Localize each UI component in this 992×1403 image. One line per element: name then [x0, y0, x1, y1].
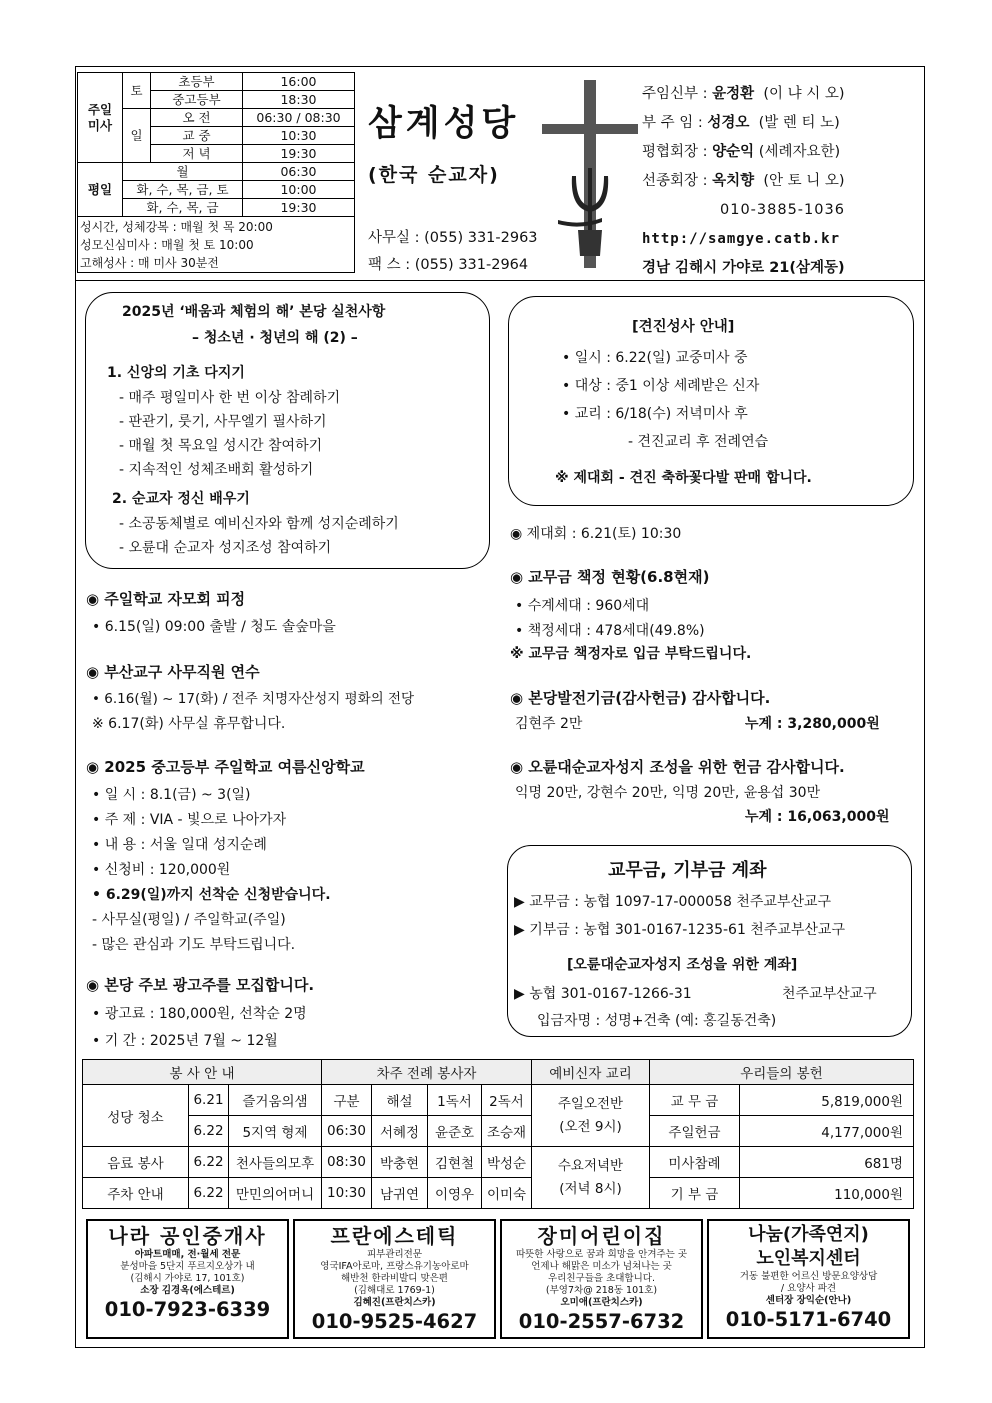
ad-line: (김해대로 1769-1) — [354, 1285, 435, 1296]
catechism-time: (저녁 8시) — [559, 1180, 622, 1197]
ad-phone: 010-2557-6732 — [518, 1310, 685, 1333]
confirmation-subitem: - 견진교리 후 전례연습 — [628, 434, 769, 450]
staff-name: 양순익 — [712, 144, 755, 160]
news-line: • 6.29(일)까지 선착순 신청받습니다. — [92, 887, 331, 903]
ad-name: 장미어린이집 — [537, 1224, 666, 1248]
confirmation-item: • 일시 : 6.22(일) 교중미사 중 — [562, 350, 748, 366]
catechism-header: 예비신자 교리 — [532, 1060, 650, 1085]
website-link[interactable]: http://samgye.catb.kr — [642, 231, 841, 247]
plan-item: - 소공동체별로 예비신자와 함께 성지순례하기 — [119, 516, 399, 532]
confirmation-list — [562, 344, 768, 456]
saturday-label: 토 — [123, 73, 151, 109]
ad-line: (김해시 가야로 17, 101호) — [130, 1273, 245, 1284]
service-date: 6.21 — [189, 1085, 229, 1116]
plan-list-1 — [119, 386, 340, 482]
ad-line: 분성마을 5단지 푸르지오상가 내 — [120, 1261, 255, 1272]
liturgy-cell: 남귀연 — [372, 1178, 428, 1209]
news-line: • 광고료 : 180,000원, 선착순 2명 — [92, 1006, 307, 1022]
staff-name: 윤정환 — [712, 86, 755, 102]
offering-value: 110,000원 — [740, 1178, 914, 1209]
dues-title: ◉ 교무금 책정 현황(6.8현재) — [510, 568, 710, 586]
news-title: ◉ 부산교구 사무직원 연수 — [86, 663, 260, 681]
liturgy-header: 차주 전례 봉사자 — [322, 1060, 532, 1085]
ad-phone: 010-7923-6339 — [104, 1298, 271, 1321]
ad-phone: 010-9525-4627 — [311, 1310, 478, 1333]
catechism-class — [532, 1147, 650, 1209]
staff-row — [642, 167, 845, 196]
service-group: 5지역 형제 — [229, 1116, 322, 1147]
news-title: ◉ 본당 주보 광고주를 모집합니다. — [86, 976, 315, 994]
ad-recruit-list — [92, 1001, 307, 1055]
ad-esthetic — [293, 1219, 496, 1339]
liturgy-cell: 김현철 — [428, 1147, 482, 1178]
news-line: ※ 6.17(화) 사무실 휴무합니다. — [92, 716, 286, 732]
sunday-mass-label: 주일 미사 — [78, 73, 123, 163]
service-date: 6.22 — [189, 1116, 229, 1147]
accounts-subtitle: [오륜대순교자성지 조성을 위한 계좌] — [567, 957, 798, 973]
offering-label: 기 부 금 — [650, 1178, 740, 1209]
news-title: ◉ 2025 중고등부 주일학교 여름신앙학교 — [86, 758, 365, 776]
cross-logo — [540, 80, 640, 272]
account-holder: 천주교부산교구 — [782, 986, 877, 1002]
church-patron: (한국 순교자) — [368, 164, 500, 186]
liturgy-cell: 구분 — [322, 1085, 372, 1116]
liturgy-cell: 2독서 — [482, 1085, 532, 1116]
ad-name: 프란에스테틱 — [330, 1224, 459, 1248]
staff-baptism: (발 렌 티 노) — [758, 115, 840, 131]
account-note: 입금자명 : 성명+건축 (예: 홍길동건축) — [537, 1013, 777, 1029]
mass-time: 06:30 / 08:30 — [243, 109, 355, 127]
news-line: • 신청비 : 120,000원 — [92, 862, 231, 878]
account-line: ▶ 교무금 : 농협 1097-17-000058 천주교부산교구 — [514, 894, 832, 910]
liturgy-cell: 06:30 — [322, 1116, 372, 1147]
ad-line: 오미애(프란치스카) — [560, 1297, 643, 1308]
liturgy-cell: 박충현 — [372, 1147, 428, 1178]
account-line: ▶ 농협 301-0167-1266-31 — [514, 986, 692, 1002]
staff-baptism: (안 토 니 오) — [763, 173, 845, 189]
ad-line: 피부관리전문 — [366, 1249, 423, 1260]
mass-name: 교 중 — [151, 127, 243, 145]
dues-note: ※ 교무금 책정자로 입금 부탁드립니다. — [510, 646, 752, 662]
mass-time: 10:30 — [243, 127, 355, 145]
offering-value: 4,177,000원 — [740, 1116, 914, 1147]
ads-row — [82, 1219, 914, 1339]
plan-list-2 — [119, 512, 399, 560]
staff-row — [642, 138, 845, 167]
plan-section-2: 2. 순교자 정신 배우기 — [112, 491, 250, 507]
liturgy-cell: 이미숙 — [482, 1178, 532, 1209]
ad-line: 아파트매매, 전·월세 전문 — [134, 1249, 241, 1260]
catechism-class — [532, 1085, 650, 1147]
sunday-label: 일 — [123, 109, 151, 163]
ad-line: 거동 불편한 어르신 방문요양상담 — [739, 1271, 878, 1282]
mass-time: 10:00 — [243, 181, 355, 199]
liturgy-cell: 윤준호 — [428, 1116, 482, 1147]
plan-item: - 오륜대 순교자 성지조성 참여하기 — [119, 540, 332, 556]
liturgy-cell: 이영우 — [428, 1178, 482, 1209]
staff-phone: 010-3885-1036 — [720, 202, 845, 218]
confirmation-item: • 교리 : 6/18(수) 저녁미사 후 — [562, 406, 748, 422]
mass-note: 성시간, 성체강복 : 매월 첫 목 20:00 — [80, 220, 273, 234]
confirmation-note: ※ 제대회 - 견진 축하꽃다발 판매 합니다. — [555, 470, 812, 486]
mass-days: 화, 수, 목, 금 — [123, 199, 243, 217]
church-address: 경남 김해시 가야로 21(삼계동) — [642, 260, 845, 276]
ad-name-2: 노인복지센터 — [756, 1248, 861, 1269]
oryundae-title: ◉ 오륜대순교자성지 조성을 위한 헌금 감사합니다. — [510, 758, 845, 776]
dues-list — [515, 594, 705, 644]
service-type: 성당 청소 — [83, 1085, 189, 1147]
news-line: • 6.16(월) ~ 17(화) / 전주 치명자산성지 평화의 전당 — [92, 691, 415, 707]
ad-welfare-center — [707, 1219, 910, 1339]
ad-name: 나눔(가족연지) — [748, 1224, 869, 1245]
church-name: 삼계성당 — [368, 104, 520, 144]
service-header: 봉 사 안 내 — [83, 1060, 322, 1085]
plan-section-1: 1. 신앙의 기초 다지기 — [107, 365, 245, 381]
mass-time: 18:30 — [243, 91, 355, 109]
confirmation-item: • 대상 : 중1 이상 세례받은 신자 — [562, 378, 760, 394]
ad-line: 따뜻한 사랑으로 꿈과 희망을 안겨주는 곳 — [515, 1249, 688, 1260]
staff-baptism: (이 냐 시 오) — [763, 86, 845, 102]
service-date: 6.22 — [189, 1178, 229, 1209]
staff-role: 선종회장 : — [642, 173, 708, 189]
plan-item: - 매월 첫 목요일 성시간 참여하기 — [119, 438, 323, 454]
liturgy-cell: 박성순 — [482, 1147, 532, 1178]
oryundae-donors: 익명 20만, 강현수 20만, 익명 20만, 윤용섭 30만 — [515, 785, 821, 801]
ad-realestate — [86, 1219, 289, 1339]
mass-notes — [78, 217, 355, 273]
plan-item: - 매주 평일미사 한 번 이상 참례하기 — [119, 390, 341, 406]
staff-role: 평협회장 : — [642, 144, 708, 160]
liturgy-cell: 조승재 — [482, 1116, 532, 1147]
mass-note: 고해성사 : 매 미사 30분전 — [80, 256, 219, 270]
mass-days: 화, 수, 목, 금, 토 — [123, 181, 243, 199]
mass-time: 19:30 — [243, 145, 355, 163]
offering-label: 주일헌금 — [650, 1116, 740, 1147]
mass-note: 성모신심미사 : 매월 첫 토 10:00 — [80, 238, 254, 252]
ad-line: 센터장 장익순(안나) — [765, 1295, 852, 1306]
mass-time: 19:30 — [243, 199, 355, 217]
plan-item: - 지속적인 성체조배회 활성하기 — [119, 462, 314, 478]
mass-time: 06:30 — [243, 163, 355, 181]
summer-camp-list — [92, 783, 331, 958]
mass-days: 월 — [123, 163, 243, 181]
mass-schedule-table — [77, 72, 355, 273]
fax-number: 팩 스 : (055) 331-2964 — [368, 257, 529, 273]
ad-line: (부영7차@ 218동 101호) — [545, 1285, 658, 1296]
staff-role: 주임신부 : — [642, 86, 708, 102]
liturgy-cell: 08:30 — [322, 1147, 372, 1178]
staff-row — [642, 109, 845, 138]
liturgy-cell: 1독서 — [428, 1085, 482, 1116]
plan-subtitle: – 청소년 · 청년의 해 (2) – — [192, 330, 358, 346]
news-line: - 많은 관심과 기도 부탁드립니다. — [92, 937, 296, 953]
dev-fund-donor: 김현주 2만 — [515, 716, 583, 732]
offering-label: 미사참례 — [650, 1147, 740, 1178]
service-table — [82, 1059, 914, 1209]
news-line: - 사무실(평일) / 주일학교(주일) — [92, 912, 286, 928]
ad-line: 해반천 한라비발디 맞은편 — [341, 1273, 448, 1284]
news-line: • 주 제 : VIA - 빛으로 나아가자 — [92, 812, 287, 828]
dev-fund-total: 누계 : 3,280,000원 — [745, 716, 880, 732]
catechism-name: 주일오전반 — [557, 1095, 624, 1112]
liturgy-cell: 10:30 — [322, 1178, 372, 1209]
service-type: 음료 봉사 — [83, 1147, 189, 1178]
offering-value: 681명 — [740, 1147, 914, 1178]
oryundae-total: 누계 : 16,063,000원 — [745, 809, 890, 825]
mass-name: 저 녁 — [151, 145, 243, 163]
ad-phone: 010-5171-6740 — [725, 1308, 892, 1331]
service-group: 천사들의모후 — [229, 1147, 322, 1178]
news-line: • 기 간 : 2025년 7월 ~ 12월 — [92, 1033, 278, 1049]
dues-line: • 책정세대 : 478세대(49.8%) — [515, 623, 705, 639]
offering-value: 5,819,000원 — [740, 1085, 914, 1116]
dues-line: • 수계세대 : 960세대 — [515, 598, 650, 614]
catechism-time: (오전 9시) — [559, 1118, 622, 1135]
news-line: • 내 용 : 서울 일대 성지순례 — [92, 837, 267, 853]
ad-line: 영국IFA아로마, 프랑스유기농아로마 — [320, 1261, 469, 1272]
ad-line: / 요양사 파견 — [780, 1283, 837, 1294]
liturgy-cell: 서혜정 — [372, 1116, 428, 1147]
staff-name: 옥치향 — [712, 173, 755, 189]
accounts-title: 교무금, 기부금 계좌 — [608, 860, 767, 881]
ad-name: 나라 공인중개사 — [108, 1224, 267, 1248]
offering-label: 교 무 금 — [650, 1085, 740, 1116]
account-line: ▶ 기부금 : 농협 301-0167-1235-61 천주교부산교구 — [514, 922, 845, 938]
service-group: 만민의어머니 — [229, 1178, 322, 1209]
ad-line: 김혜진(프란치스카) — [353, 1297, 436, 1308]
office-phone: 사무실 : (055) 331-2963 — [368, 230, 538, 246]
confirmation-title: [견진성사 안내] — [632, 319, 735, 335]
staff-row — [642, 80, 845, 109]
staff-role: 부 주 임 : — [642, 115, 703, 131]
plan-title: 2025년 ‘배움과 체험의 해’ 본당 실천사항 — [122, 304, 386, 320]
plan-item: - 판관기, 룻기, 사무엘기 필사하기 — [119, 414, 327, 430]
service-group: 즐거움의샘 — [229, 1085, 322, 1116]
offering-header: 우리들의 봉헌 — [650, 1060, 914, 1085]
weekday-mass-label: 평일 — [78, 163, 123, 217]
news-line: • 일 시 : 8.1(금) ~ 3(일) — [92, 787, 251, 803]
mass-time: 16:00 — [243, 73, 355, 91]
mass-name: 오 전 — [151, 109, 243, 127]
ad-line: 언제나 해맑은 미소가 넘쳐나는 곳 — [531, 1261, 672, 1272]
service-type: 주차 안내 — [83, 1178, 189, 1209]
service-date: 6.22 — [189, 1147, 229, 1178]
staff-list — [642, 80, 845, 283]
news-title: ◉ 주일학교 자모회 피정 — [86, 590, 246, 608]
catechism-name: 수요저녁반 — [557, 1157, 624, 1174]
altar-meeting: ◉ 제대회 : 6.21(토) 10:30 — [510, 526, 682, 542]
header-divider — [75, 280, 925, 281]
dev-fund-title: ◉ 본당발전기금(감사헌금) 감사합니다. — [510, 689, 771, 707]
mass-name: 초등부 — [151, 73, 243, 91]
ad-line: 우리친구들을 초대합니다. — [548, 1273, 655, 1284]
ad-line: 소장 김경옥(에스테르) — [140, 1285, 235, 1296]
mass-name: 중고등부 — [151, 91, 243, 109]
staff-baptism: (세례자요한) — [758, 144, 841, 160]
staff-name: 성경오 — [707, 115, 750, 131]
liturgy-cell: 해설 — [372, 1085, 428, 1116]
ad-daycare — [500, 1219, 703, 1339]
news-line: • 6.15(일) 09:00 출발 / 청도 솔숲마을 — [92, 619, 336, 635]
